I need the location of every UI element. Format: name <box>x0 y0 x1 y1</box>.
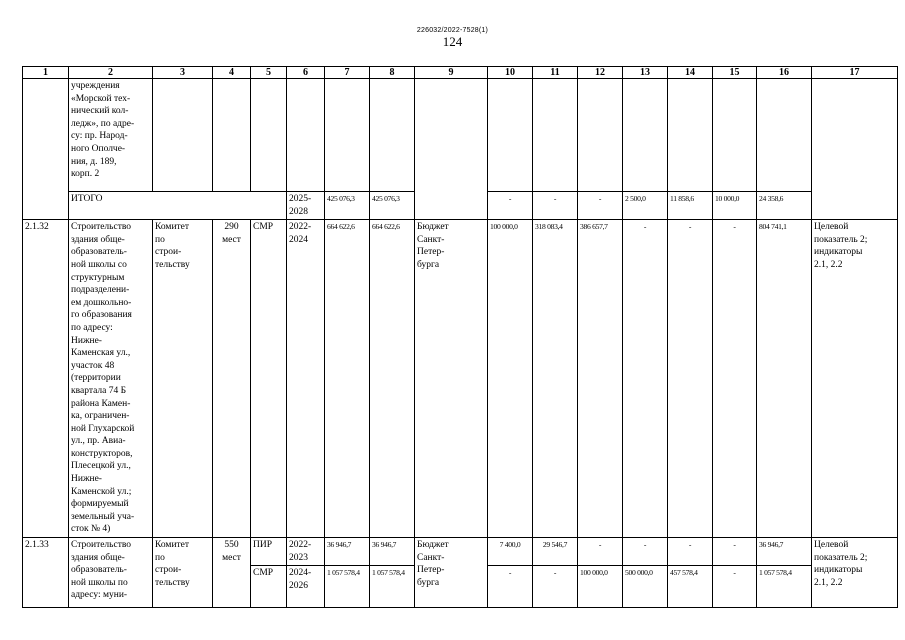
capacity: 550 мест <box>213 538 251 608</box>
cell-empty <box>812 79 898 220</box>
page-number: 124 <box>442 34 463 49</box>
cost-c14: - <box>668 538 713 566</box>
cost-c7: 664 622,6 <box>325 220 370 538</box>
cost-c12: - <box>578 538 623 566</box>
total-c15: 10 000,0 <box>713 192 757 220</box>
cell-empty <box>23 79 69 220</box>
cell-empty <box>370 79 415 192</box>
funding-source: Бюджет Санкт- Петер- бурга <box>415 538 488 608</box>
table-row <box>23 220 898 538</box>
header-cell: 11 <box>533 67 578 79</box>
cost-c11: 318 083,4 <box>533 220 578 538</box>
header-cell: 9 <box>415 67 488 79</box>
funding-source: Бюджет Санкт- Петер- бурга <box>415 220 488 538</box>
stage: ПИР <box>251 538 287 566</box>
cost-c12: 386 657,7 <box>578 220 623 538</box>
header-cell: 13 <box>623 67 668 79</box>
capacity: 290 мест <box>213 220 251 538</box>
cost-c13: 500 000,0 <box>623 566 668 608</box>
cell-empty <box>213 79 251 192</box>
header-cell: 2 <box>69 67 153 79</box>
customer: Комитет по строи- тельству <box>153 538 213 608</box>
cost-c15: - <box>713 220 757 538</box>
total-c13: 2 500,0 <box>623 192 668 220</box>
row-number: 2.1.33 <box>23 538 69 608</box>
cost-c13: - <box>623 538 668 566</box>
period: 2022- 2023 <box>287 538 325 566</box>
cell-empty <box>287 79 325 192</box>
total-c8: 425 076,3 <box>370 192 415 220</box>
cell-empty <box>415 79 488 220</box>
header-cell: 7 <box>325 67 370 79</box>
header-cell: 14 <box>668 67 713 79</box>
object-name: Строительство здания обще- образователь- ной школы со структурным подразделени- ем дошкольно- го образования по адресу: Нижне- Каменская ул., участок 48 (территории квартала 74 Б района Камен- ка, ограничен- ной Глухарской ул., пр. Авиа- конструкторов, Плесецкой ул., Нижне- Каменской ул.; формируемый земельный уча- сток № 4) <box>69 220 153 538</box>
cost-c7: 1 057 578,4 <box>325 566 370 608</box>
cell-empty <box>153 79 213 192</box>
document-id: 226032/2022-7528(1) <box>416 27 489 34</box>
total-c14: 11 858,6 <box>668 192 713 220</box>
cost-c8: 36 946,7 <box>370 538 415 566</box>
header-cell: 8 <box>370 67 415 79</box>
indicator: Целевой показатель 2; индикаторы 2.1, 2.2 <box>812 220 898 538</box>
cost-c15: - <box>713 538 757 566</box>
total-c11: - <box>533 192 578 220</box>
object-name-continued: учреждения «Морской тех- нический кол- ледж», по адре- су: пр. Народ- ного Ополче- ния, д. 189, корп. 2 <box>69 79 153 192</box>
total-c10: - <box>488 192 533 220</box>
cost-c14: - <box>668 220 713 538</box>
header-cell: 10 <box>488 67 533 79</box>
total-period: 2025- 2028 <box>287 192 325 220</box>
row-number: 2.1.32 <box>23 220 69 538</box>
cell-empty <box>757 79 812 192</box>
table-row <box>23 538 898 566</box>
customer: Комитет по строи- тельству <box>153 220 213 538</box>
total-c7: 425 076,3 <box>325 192 370 220</box>
cost-c8: 664 622,6 <box>370 220 415 538</box>
header-row <box>23 67 898 79</box>
indicator: Целевой показатель 2; индикаторы 2.1, 2.2 <box>812 538 898 608</box>
cost-c8: 1 057 578,4 <box>370 566 415 608</box>
cost-c16: 36 946,7 <box>757 538 812 566</box>
table-row <box>23 79 898 192</box>
cell-empty <box>623 79 668 192</box>
total-label: ИТОГО <box>69 192 287 220</box>
cost-c12: 100 000,0 <box>578 566 623 608</box>
header-cell: 4 <box>213 67 251 79</box>
stage: СМР <box>251 566 287 608</box>
cost-c10: 100 000,0 <box>488 220 533 538</box>
cell-empty <box>578 79 623 192</box>
header-cell: 1 <box>23 67 69 79</box>
cell-empty <box>668 79 713 192</box>
cell-empty <box>325 79 370 192</box>
header-cell: 17 <box>812 67 898 79</box>
cost-c16: 1 057 578,4 <box>757 566 812 608</box>
header-cell: 12 <box>578 67 623 79</box>
period: 2022- 2024 <box>287 220 325 538</box>
cost-c10: 7 400,0 <box>488 538 533 566</box>
cost-c11: 29 546,7 <box>533 538 578 566</box>
cell-empty <box>488 79 533 192</box>
cost-c15: - <box>713 566 757 608</box>
cost-c14: 457 578,4 <box>668 566 713 608</box>
stage: СМР <box>251 220 287 538</box>
cell-empty <box>251 79 287 192</box>
total-c12: - <box>578 192 623 220</box>
cost-c10: - <box>488 566 533 608</box>
program-table <box>22 66 898 608</box>
cost-c11: - <box>533 566 578 608</box>
cost-c16: 804 741,1 <box>757 220 812 538</box>
total-c16: 24 358,6 <box>757 192 812 220</box>
cost-c7: 36 946,7 <box>325 538 370 566</box>
header-cell: 15 <box>713 67 757 79</box>
header-cell: 5 <box>251 67 287 79</box>
period: 2024- 2026 <box>287 566 325 608</box>
header-cell: 16 <box>757 67 812 79</box>
header-cell: 6 <box>287 67 325 79</box>
cell-empty <box>713 79 757 192</box>
cost-c13: - <box>623 220 668 538</box>
header-cell: 3 <box>153 67 213 79</box>
object-name: Строительство здания обще- образователь- ной школы по адресу: муни- <box>69 538 153 608</box>
cell-empty <box>533 79 578 192</box>
